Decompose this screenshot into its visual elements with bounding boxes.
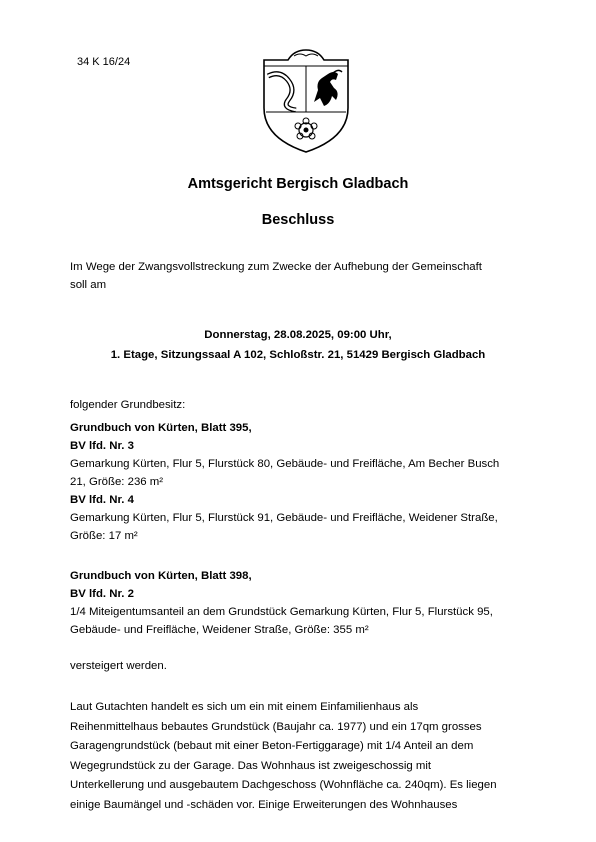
intro-paragraph bbox=[70, 258, 540, 294]
file-reference: 34 K 16/24 bbox=[77, 56, 131, 68]
appointment-place: 1. Etage, Sitzungssaal A 102, Schloßstr. 21, 51429 Bergisch Gladbach bbox=[110, 349, 486, 361]
grundbuch-2-title: Grundbuch von Kürten, Blatt 398, bbox=[70, 570, 252, 582]
appraisal-line: Unterkellerung und ausgebautem Dachgeschoss (Wohnfläche ca. 240qm). Es liegen bbox=[70, 779, 497, 791]
grundbuch-1-item-2-line-2: Größe: 17 m² bbox=[70, 530, 138, 542]
appraisal-line: Reihenmittelhaus bebautes Grundstück (Baujahr ca. 1977) und ein 17qm grosses bbox=[70, 720, 482, 733]
court-name: Amtsgericht Bergisch Gladbach bbox=[187, 176, 409, 192]
grundbuch-2-item-1-line-2: Gebäude- und Freifläche, Weidener Straße, Größe: 355 m² bbox=[70, 624, 369, 636]
coat-of-arms-icon bbox=[258, 46, 354, 154]
appraisal-line: Laut Gutachten handelt es sich um ein mit einem Einfamilienhaus als bbox=[70, 701, 419, 713]
intro-line-1: Im Wege der Zwangsvollstreckung zum Zwecke der Aufhebung der Gemeinschaft bbox=[70, 261, 482, 273]
grundbuch-1-item-2-label: BV lfd. Nr. 4 bbox=[70, 494, 134, 506]
grundbuch-1-title: Grundbuch von Kürten, Blatt 395, bbox=[70, 422, 252, 434]
auction-statement: versteigert werden. bbox=[70, 660, 167, 672]
grundbuch-1-item-1-line-2: 21, Größe: 236 m² bbox=[70, 476, 164, 488]
grundbuch-1-item-1-line-1: Gemarkung Kürten, Flur 5, Flurstück 80, Gebäude- und Freifläche, Am Becher Busch bbox=[70, 458, 500, 470]
grundbuch-1-item-2-line-1: Gemarkung Kürten, Flur 5, Flurstück 91, Gebäude- und Freifläche, Weidener Straße, bbox=[70, 512, 498, 524]
property-intro: folgender Grundbesitz: bbox=[70, 399, 186, 411]
appointment-block bbox=[0, 325, 596, 365]
grundbuch-2-item-1-label: BV lfd. Nr. 2 bbox=[70, 588, 134, 600]
grundbuch-section-2 bbox=[70, 567, 540, 639]
decision-title: Beschluss bbox=[261, 212, 335, 228]
grundbuch-1-item-1-label: BV lfd. Nr. 3 bbox=[70, 440, 134, 452]
appraisal-line: Wegegrundstück zu der Garage. Das Wohnhaus ist zweigeschossig mit bbox=[70, 759, 432, 772]
grundbuch-section-1 bbox=[70, 419, 540, 545]
appraisal-line: Garagengrundstück (bebaut mit einer Beton-Fertiggarage) mit 1/4 Anteil an dem bbox=[70, 740, 474, 752]
appraisal-line: einige Baumängel und -schäden vor. Einige Erweiterungen des Wohnhauses bbox=[70, 798, 458, 811]
appraisal-paragraph bbox=[70, 698, 540, 815]
intro-line-2: soll am bbox=[70, 279, 107, 291]
appointment-date: Donnerstag, 28.08.2025, 09:00 Uhr, bbox=[204, 329, 392, 341]
grundbuch-2-item-1-line-1: 1/4 Miteigentumsanteil an dem Grundstück Gemarkung Kürten, Flur 5, Flurstück 95, bbox=[70, 606, 493, 618]
